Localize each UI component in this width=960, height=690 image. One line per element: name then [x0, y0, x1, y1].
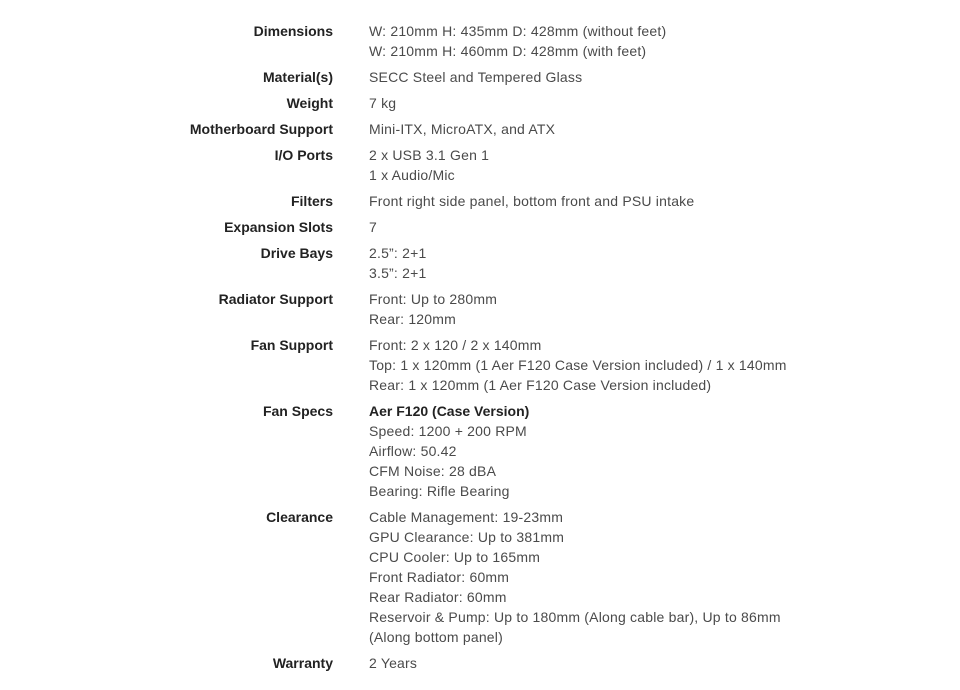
spec-value-line: Rear: 120mm — [369, 311, 457, 327]
spec-value-line: 7 — [369, 219, 377, 235]
spec-row — [0, 119, 960, 139]
spec-table — [0, 21, 960, 679]
spec-values — [369, 653, 809, 673]
spec-value-line: Airflow: 50.42 — [369, 443, 457, 459]
spec-value-line: Front Radiator: 60mm — [369, 569, 510, 585]
spec-label: Filters — [290, 193, 333, 209]
spec-label: Expansion Slots — [224, 219, 333, 235]
spec-value-line: Bearing: Rifle Bearing — [369, 483, 510, 499]
spec-row — [0, 191, 960, 211]
spec-value-line: Speed: 1200 + 200 RPM — [369, 423, 527, 439]
spec-row — [0, 507, 960, 647]
spec-values — [369, 93, 809, 113]
spec-label: Material(s) — [262, 69, 333, 85]
spec-values — [369, 145, 809, 185]
spec-values — [369, 507, 809, 647]
spec-row — [0, 335, 960, 395]
spec-values — [369, 119, 809, 139]
spec-value-line: Rear: 1 x 120mm (1 Aer F120 Case Version included) — [369, 377, 712, 393]
spec-subheading: Aer F120 (Case Version) — [369, 403, 530, 419]
spec-label: Radiator Support — [218, 291, 333, 307]
spec-row — [0, 243, 960, 283]
spec-value-line: GPU Clearance: Up to 381mm — [369, 529, 565, 545]
spec-label: I/O Ports — [274, 147, 333, 163]
spec-values — [369, 191, 809, 211]
spec-value-line: 2 x USB 3.1 Gen 1 — [369, 147, 490, 163]
spec-values — [369, 21, 809, 61]
spec-label: Clearance — [266, 509, 333, 525]
spec-values — [369, 243, 809, 283]
spec-values — [369, 401, 809, 501]
spec-value-line: Rear Radiator: 60mm — [369, 589, 507, 605]
spec-label: Drive Bays — [260, 245, 333, 261]
spec-value-line: Front: Up to 280mm — [369, 291, 498, 307]
spec-values — [369, 289, 809, 329]
spec-value-line: CFM Noise: 28 dBA — [369, 463, 497, 479]
spec-row — [0, 217, 960, 237]
spec-value-line: 2.5”: 2+1 — [369, 245, 427, 261]
spec-value-line: 1 x Audio/Mic — [369, 167, 455, 183]
spec-value-line: Reservoir & Pump: Up to 180mm (Along cable bar), Up to 86mm (Along bottom panel) — [369, 609, 781, 645]
spec-label: Fan Specs — [262, 403, 333, 419]
spec-value-line: Cable Management: 19-23mm — [369, 509, 564, 525]
spec-values — [369, 217, 809, 237]
spec-value-line: SECC Steel and Tempered Glass — [369, 69, 583, 85]
spec-row — [0, 67, 960, 87]
spec-label: Weight — [286, 95, 333, 111]
spec-row — [0, 93, 960, 113]
spec-label: Motherboard Support — [189, 121, 333, 137]
spec-value-line: 3.5”: 2+1 — [369, 265, 427, 281]
spec-value-line: 2 Years — [369, 655, 418, 671]
spec-label: Warranty — [272, 655, 333, 671]
spec-value-line: 7 kg — [369, 95, 397, 111]
spec-value-line: W: 210mm H: 435mm D: 428mm (without feet) — [369, 23, 667, 39]
spec-row — [0, 401, 960, 501]
spec-value-line: W: 210mm H: 460mm D: 428mm (with feet) — [369, 43, 647, 59]
spec-row — [0, 21, 960, 61]
spec-label: Fan Support — [250, 337, 333, 353]
spec-row — [0, 289, 960, 329]
spec-row — [0, 145, 960, 185]
spec-value-line: CPU Cooler: Up to 165mm — [369, 549, 541, 565]
spec-value-line: Top: 1 x 120mm (1 Aer F120 Case Version included) / 1 x 140mm — [369, 357, 787, 373]
spec-value-line: Front: 2 x 120 / 2 x 140mm — [369, 337, 542, 353]
spec-value-line: Mini-ITX, MicroATX, and ATX — [369, 121, 556, 137]
spec-values — [369, 67, 809, 87]
spec-label: Dimensions — [253, 23, 333, 39]
spec-row — [0, 653, 960, 673]
spec-value-line: Front right side panel, bottom front and PSU intake — [369, 193, 695, 209]
spec-values — [369, 335, 809, 395]
